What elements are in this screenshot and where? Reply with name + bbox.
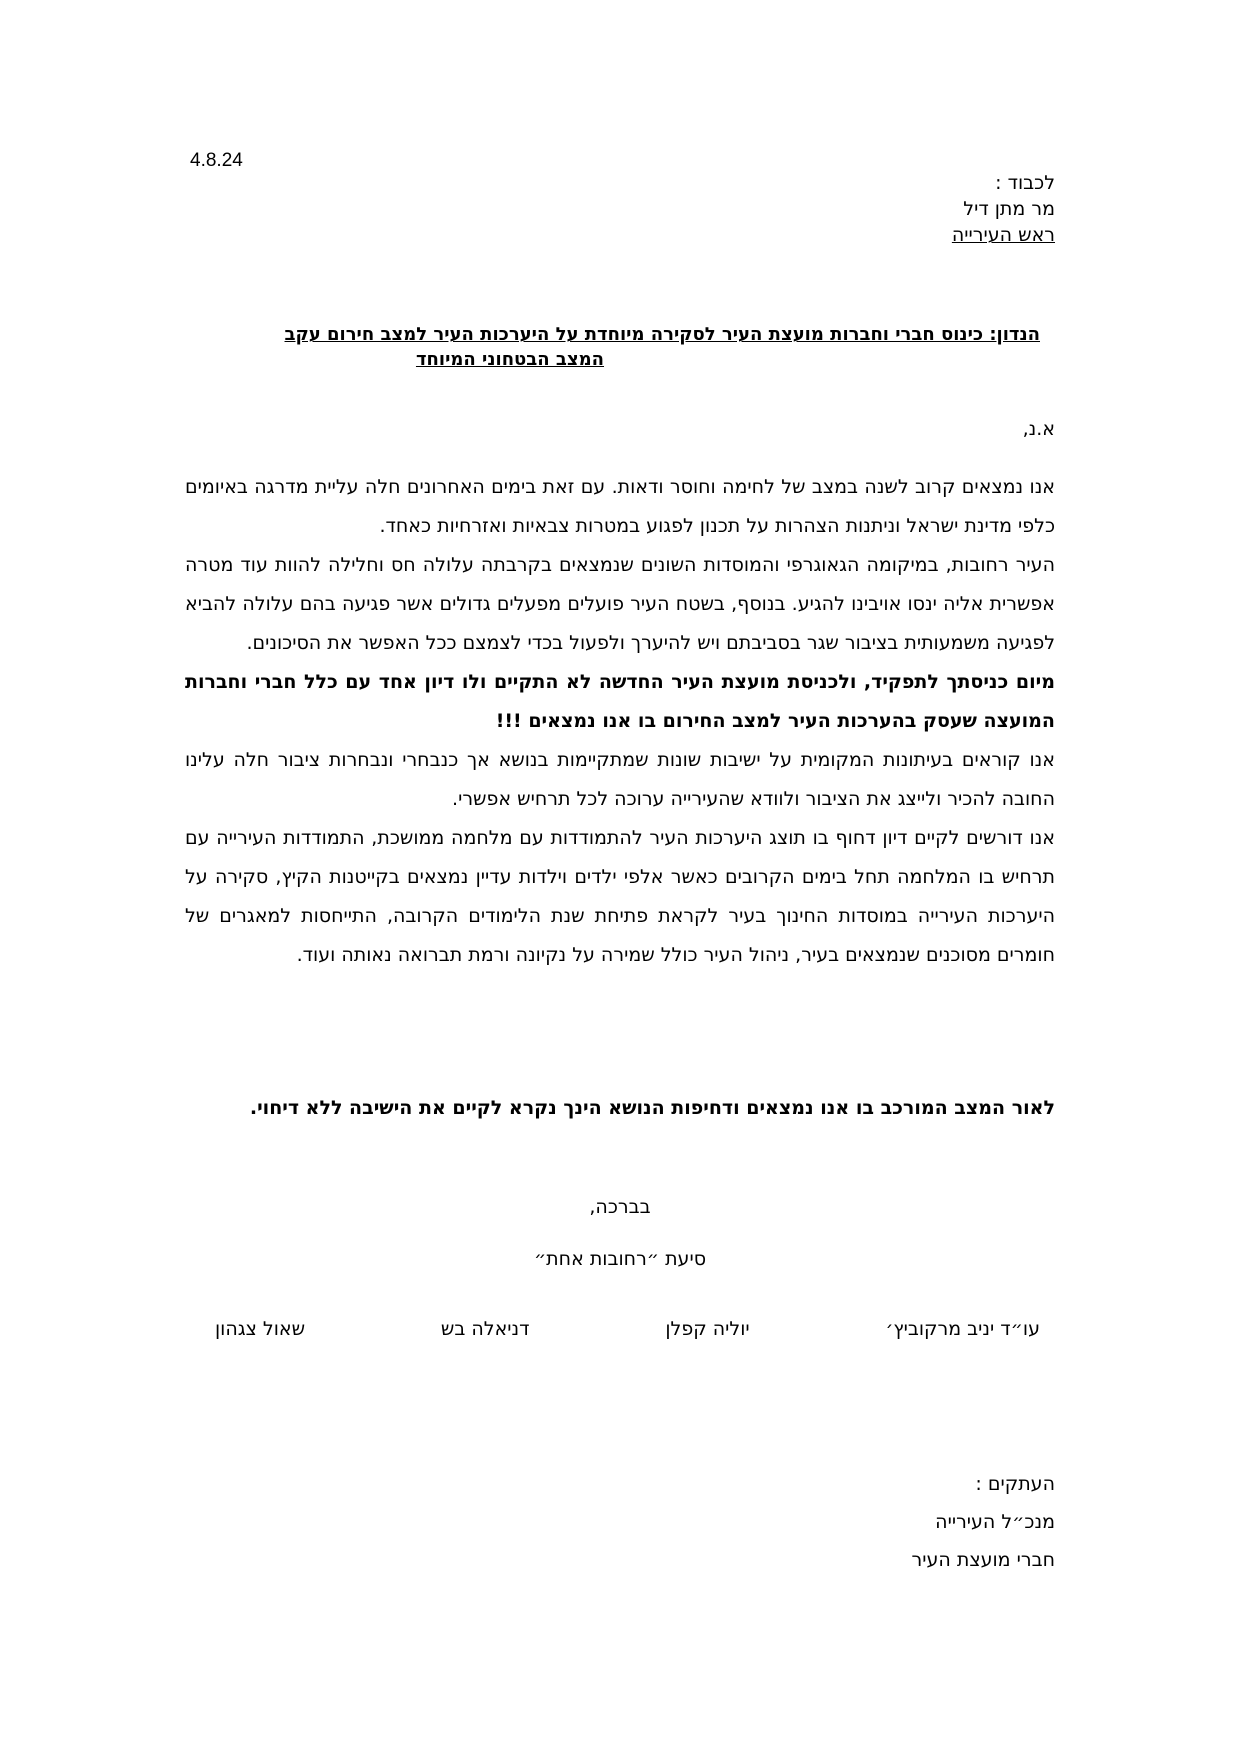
greeting: א.נ, xyxy=(1022,418,1055,440)
recipient-name: מר מתן דיל xyxy=(963,198,1055,220)
signatory: יוליה קפלן xyxy=(665,1318,750,1340)
cc-recipient: חברי מועצת העיר xyxy=(911,1549,1055,1571)
faction-name: סיעת ״רחובות אחת״ xyxy=(533,1248,707,1270)
cc-label: העתקים : xyxy=(975,1473,1055,1495)
signatory: דניאלה בש xyxy=(440,1318,530,1340)
blessing: בברכה, xyxy=(589,1196,651,1218)
body-paragraph-5: אנו דורשים לקיים דיון דחוף בו תוצג היערכות העיר להתמודדות עם מלחמה ממושכת, התמודדות העירייה עם תרחיש בו המלחמה תחל בימים הקרובים כאשר אלפי ילדים וילדות עדיין נמצאים בקייטנות הקיץ, סקירה על היערכות העירייה במוסדות החינוך בעיר לקראת פתיחת שנת הלימודים הקרובה, התייחסות למאגרים של חומרים מסוכנים שנמצאים בעיר, ניהול העיר כולל שמירה על נקיונה ורמת תברואה נאותה ועוד. xyxy=(185,827,1055,966)
subject-line-2: המצב הבטחוני המיוחד xyxy=(415,349,605,370)
body-paragraph-1: אנו נמצאים קרוב לשנה במצב של לחימה וחוסר ודאות. עם זאת בימים האחרונים חלה עליית מדרגה באיומים כלפי מדינת ישראל וניתנות הצהרות על תכנון לפגוע במטרות צבאיות ואזרחיות כאחד. xyxy=(185,476,1055,537)
signatories-row xyxy=(215,1318,1040,1340)
body-paragraph-4: אנו קוראים בעיתונות המקומית על ישיבות שונות שמתקיימות בנושא אך כנבחרי ונבחרות ציבור חלה עלינו החובה להכיר ולייצג את הציבור ולוודא שהעירייה ערוכה לכל תרחיש אפשרי. xyxy=(185,749,1055,810)
letter-body xyxy=(185,468,1055,975)
cc-block xyxy=(912,1465,1055,1579)
signatory: שאול צגהון xyxy=(215,1318,306,1340)
body-paragraph-2: העיר רחובות, במיקומה הגאוגרפי והמוסדות השונים שנמצאים בקרבתה עלולה חס וחלילה להוות עוד מטרה אפשרית אליה ינסו אויבינו להגיע. בנוסף, בשטח העיר פועלים מפעלים גדולים אשר פגיעה בהם עלולה להביא לפגיעה משמעותית בציבור שגר בסביבתם ויש להיערך ולפעול בכדי לצמצם ככל האפשר את הסיכונים. xyxy=(185,554,1055,654)
recipient-block xyxy=(952,170,1055,248)
subject-heading xyxy=(200,322,1040,372)
signatory: עו״ד יניב מרקוביץ׳ xyxy=(885,1318,1040,1340)
closing-statement: לאור המצב המורכב בו אנו נמצאים ודחיפות הנושא הינך נקרא לקיים את הישיבה ללא דיחוי. xyxy=(249,1097,1055,1119)
subject-line-1: הנדון: כינוס חברי וחברות מועצת העיר לסקירה מיוחדת על היערכות העיר למצב חירום עקב xyxy=(284,324,1040,345)
recipient-salutation: לכבוד : xyxy=(995,172,1055,194)
body-paragraph-3-bold: מיום כניסתך לתפקיד, ולכניסת מועצת העיר החדשה לא התקיים ולו דיון אחד עם כלל חברי וחברות המועצה שעסק בהערכות העיר למצב החירום בו אנו נמצאים !!! xyxy=(185,671,1055,732)
cc-recipient: מנכ״ל העירייה xyxy=(935,1511,1055,1533)
letter-date: 4.8.24 xyxy=(190,150,243,171)
recipient-title: ראש העירייה xyxy=(951,224,1055,246)
